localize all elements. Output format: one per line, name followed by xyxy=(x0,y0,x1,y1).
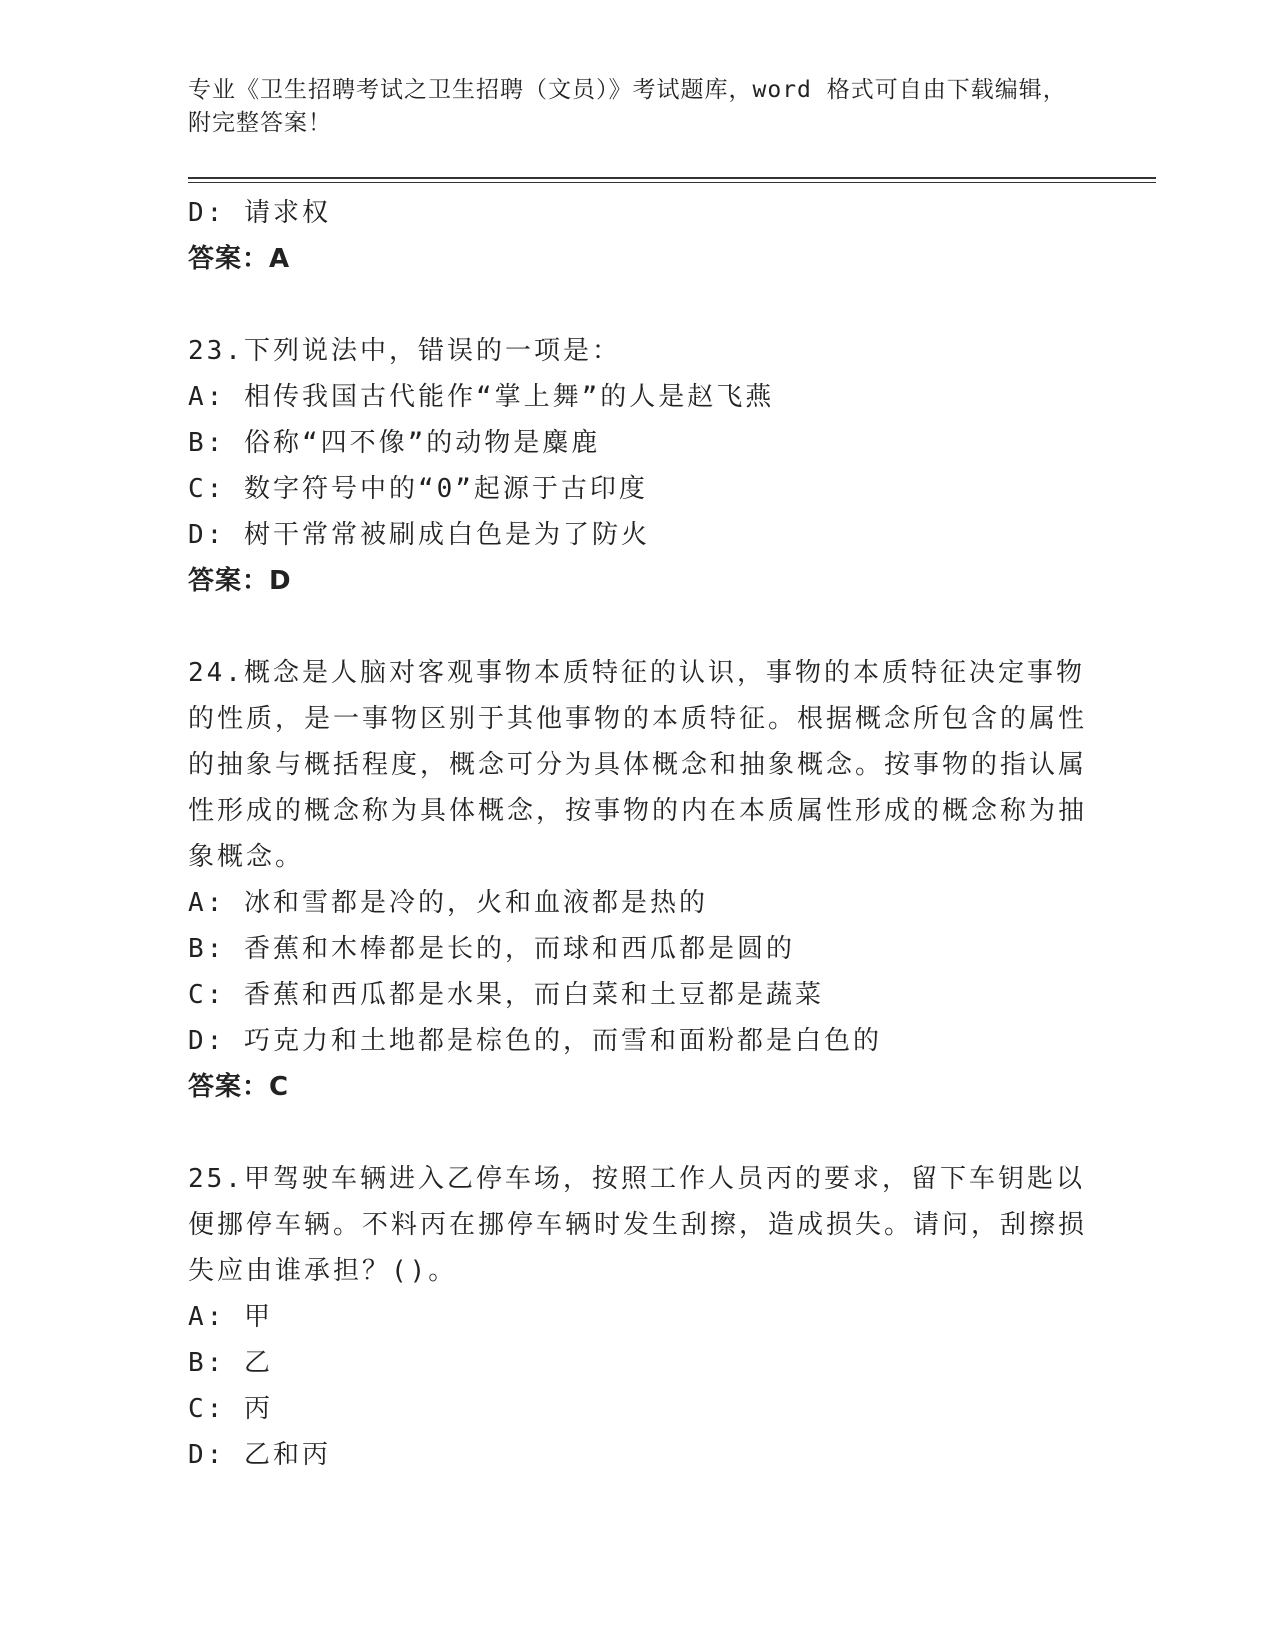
option-c: C: 香蕉和西瓜都是水果，而白菜和土豆都是蔬菜 xyxy=(188,980,824,1010)
question-stem: 25.甲驾驶车辆进入乙停车场，按照工作人员丙的要求，留下车钥匙以便挪停车辆。不料丙在挪停车辆时发生刮擦，造成损失。请问，刮擦损失应由谁承担？()。 xyxy=(188,1164,1088,1286)
option-b: B: 乙 xyxy=(188,1348,273,1378)
prev-answer: 答案：A xyxy=(188,244,291,274)
question-24 xyxy=(188,650,1088,1110)
answer: 答案：D xyxy=(188,566,292,596)
option-b: B: 香蕉和木棒都是长的，而球和西瓜都是圆的 xyxy=(188,934,795,964)
question-stem: 24.概念是人脑对客观事物本质特征的认识，事物的本质特征决定事物的性质，是一事物区别于其他事物的本质特征。根据概念所包含的属性的抽象与概括程度，概念可分为具体概念和抽象概念。按事物的指认属性形成的概念称为具体概念，按事物的内在本质属性形成的概念称为抽象概念。 xyxy=(188,658,1088,872)
option-d: D: 树干常常被刷成白色是为了防火 xyxy=(188,520,650,550)
question-stem: 23.下列说法中，错误的一项是： xyxy=(188,336,621,366)
option-d: D: 巧克力和土地都是棕色的，而雪和面粉都是白色的 xyxy=(188,1026,882,1056)
option-a: A: 冰和雪都是冷的，火和血液都是热的 xyxy=(188,888,708,918)
question-25 xyxy=(188,1156,1088,1478)
option-a: A: 相传我国古代能作“掌上舞”的人是赵飞燕 xyxy=(188,382,775,412)
document-header: 专业《卫生招聘考试之卫生招聘（文员）》考试题库，word 格式可自由下载编辑，附完整答案！ xyxy=(188,77,1067,136)
option-c: C: 丙 xyxy=(188,1394,273,1424)
spacer xyxy=(188,604,1088,650)
option-b: B: 俗称“四不像”的动物是麋鹿 xyxy=(188,428,601,458)
header-divider-thick xyxy=(188,177,1156,179)
prev-option-d: D: 请求权 xyxy=(188,198,331,228)
option-a: A: 甲 xyxy=(188,1302,273,1332)
question-23 xyxy=(188,328,1088,604)
answer: 答案：C xyxy=(188,1072,290,1102)
spacer xyxy=(188,1110,1088,1156)
option-d: D: 乙和丙 xyxy=(188,1440,331,1470)
header-divider-thin xyxy=(188,182,1156,183)
option-c: C: 数字符号中的“0”起源于古印度 xyxy=(188,474,648,504)
spacer xyxy=(188,282,1088,328)
question-content xyxy=(188,190,1088,1478)
